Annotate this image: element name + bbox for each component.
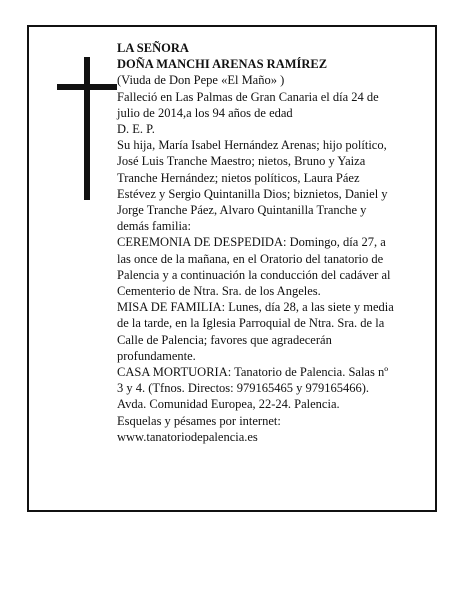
cross-horizontal-bar xyxy=(57,84,117,90)
deceased-name: DOÑA MANCHI ARENAS RAMÍREZ xyxy=(117,57,328,72)
family-line-2: José Luis Tranche Maestro; nietos, Bruno y Yaiza xyxy=(117,154,366,169)
mass-line-3: Calle de Palencia; favores que agradecerán xyxy=(117,332,332,347)
widow-note: (Viuda de Don Pepe «El Maño» ) xyxy=(117,73,285,88)
family-line-1: Su hija, María Isabel Hernández Arenas; hijo político, xyxy=(117,138,387,153)
family-line-5: Jorge Tranche Páez, Alvaro Quintanilla Tranche y xyxy=(117,203,367,218)
title-line: LA SEÑORA xyxy=(117,41,189,55)
ceremony-line-2: las once de la mañana, en el Oratorio del tanatorio de xyxy=(117,251,384,266)
rip-line: D. E. P. xyxy=(117,122,155,137)
family-line-6: demás familia: xyxy=(117,219,191,234)
cross-vertical-bar xyxy=(84,57,90,200)
website-text: www.tanatoriodepalencia.es xyxy=(117,429,258,444)
internet-condolences-label: Esquelas y pésames por internet: xyxy=(117,413,281,428)
mass-line-2: de la tarde, en la Iglesia Parroquial de Ntra. Sra. de la xyxy=(117,316,385,331)
mass-line-4: profundamente. xyxy=(117,348,196,363)
family-line-3: Tranche Hernández; nietos políticos, Laura Páez xyxy=(117,170,360,185)
death-details-line-1: Falleció en Las Palmas de Gran Canaria el día 24 de xyxy=(117,89,379,104)
ceremony-line-4: Cementerio de Ntra. Sra. de los Angeles. xyxy=(117,284,321,299)
mortuary-line-2: 3 y 4. (Tfnos. Directos: 979165465 y 979165466). xyxy=(117,381,370,396)
mass-line-1: MISA DE FAMILIA: Lunes, día 28, a las siete y media xyxy=(117,300,394,315)
mortuary-line-1: CASA MORTUORIA: Tanatorio de Palencia. Salas nº xyxy=(117,365,389,380)
ceremony-line-1: CEREMONIA DE DESPEDIDA: Domingo, día 27, a xyxy=(117,235,386,250)
obituary-text xyxy=(117,40,427,445)
mortuary-line-3: Avda. Comunidad Europea, 22-24. Palencia. xyxy=(117,397,340,412)
obituary-notice xyxy=(27,25,437,512)
ceremony-line-3: Palencia y a continuación la conducción del cadáver al xyxy=(117,267,391,282)
cross-icon xyxy=(57,57,117,200)
family-line-4: Estévez y Sergio Quintanilla Dios; biznietos, Daniel y xyxy=(117,186,388,201)
death-details-line-2: julio de 2014,a los 94 años de edad xyxy=(117,105,293,120)
